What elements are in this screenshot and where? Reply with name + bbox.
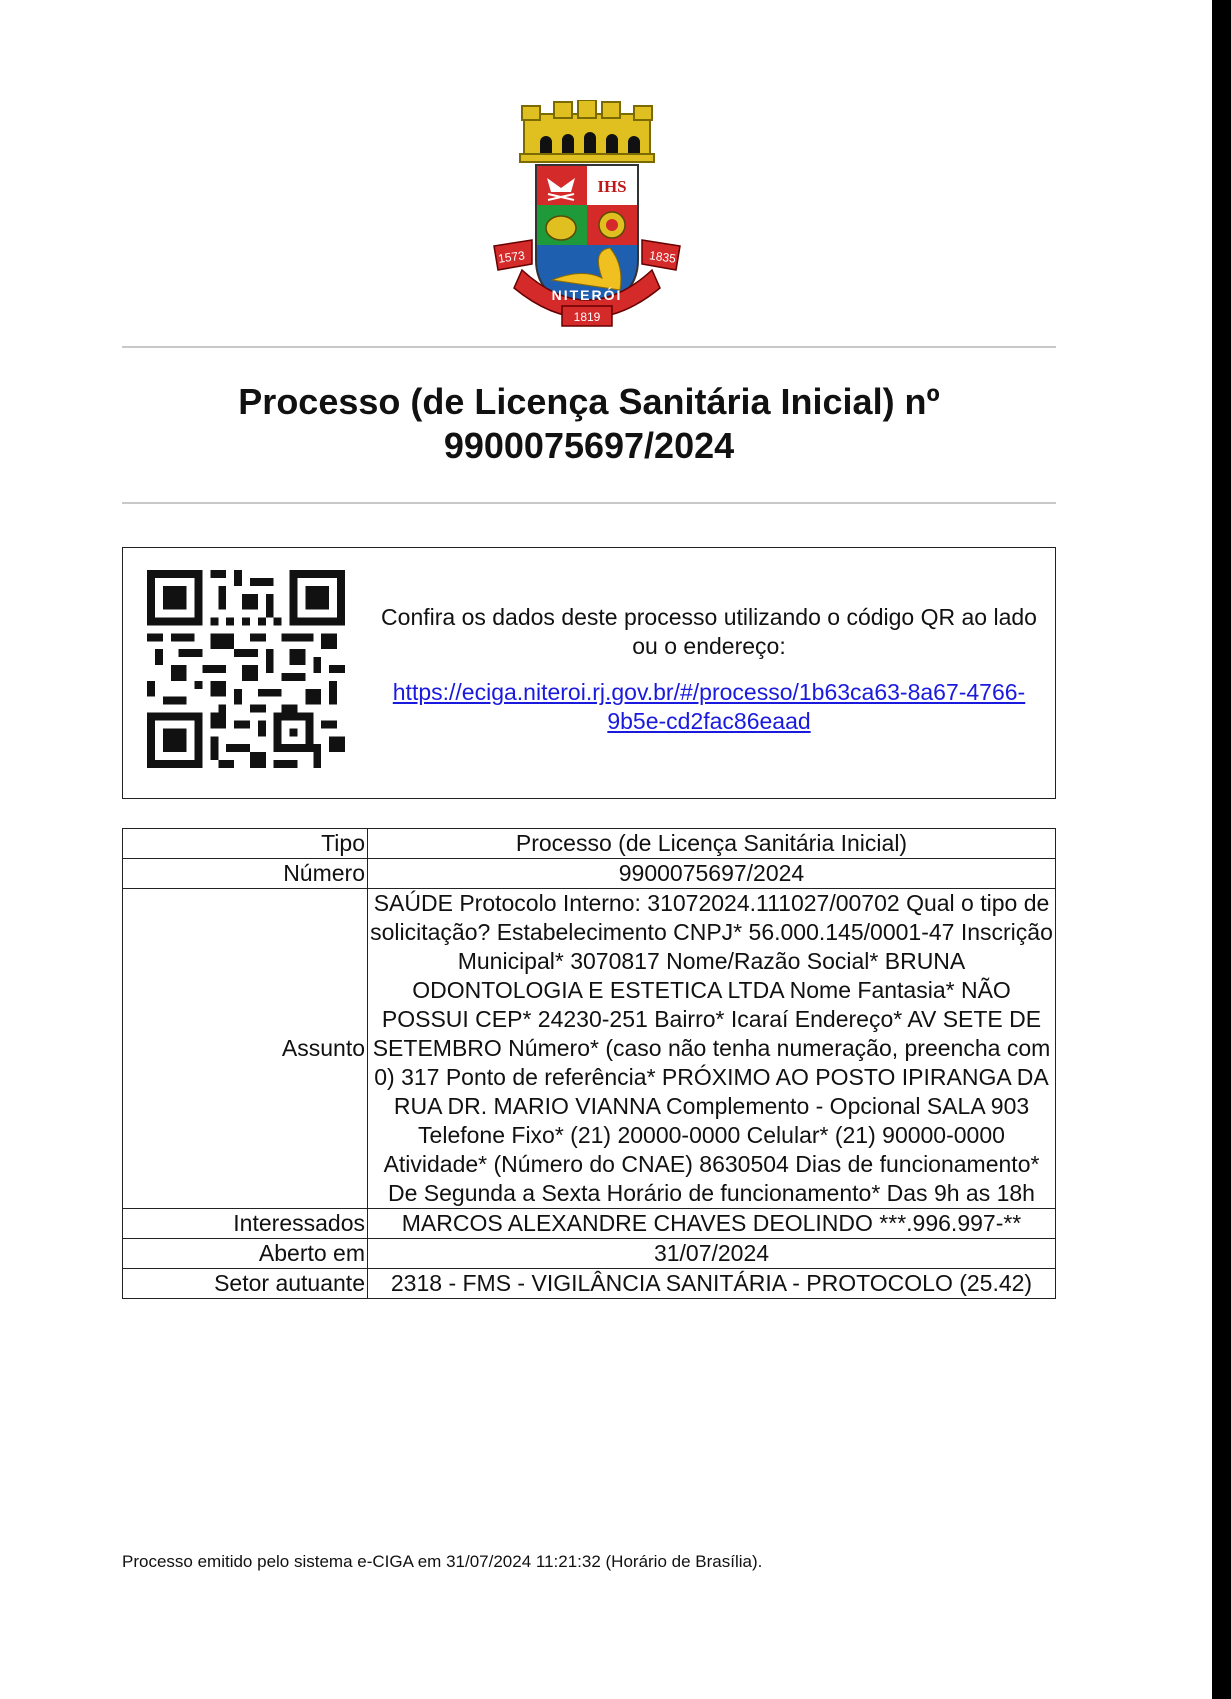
year-bottom-text: 1819 [573, 310, 601, 324]
aberto-label: Aberto em [123, 1239, 368, 1269]
process-url-link[interactable]: https://eciga.niteroi.rj.gov.br/#/processo/1b63ca63-8a67-4766-9b5e-cd2fac86eaad [392, 679, 1026, 734]
top-divider [122, 346, 1056, 348]
numero-value: 9900075697/2024 [368, 859, 1056, 889]
qr-code-icon[interactable] [147, 570, 345, 768]
qr-instructions [373, 603, 1045, 736]
qr-instruction-text: Confira os dados deste processo utilizando o código QR ao lado ou o endereço: [381, 604, 1037, 659]
emission-footer: Processo emitido pelo sistema e-CIGA em 31/07/2024 11:21:32 (Horário de Brasília). [122, 1552, 763, 1571]
city-name-text: NITERÓI [551, 287, 623, 303]
niteroi-coat-of-arms-icon [492, 100, 682, 330]
year-left-text: 1573 [497, 248, 526, 266]
table-row [123, 859, 1056, 889]
interessados-label: Interessados [123, 1209, 368, 1239]
table-row [123, 1209, 1056, 1239]
assunto-value: SAÚDE Protocolo Interno: 31072024.111027/00702 Qual o tipo de solicitação? Estabelecimento CNPJ* 56.000.145/0001-47 Inscrição Municipal* 3070817 Nome/Razão Social* BRUNA ODONTOLOGIA E ESTETICA LTDA Nome Fantasia* NÃO POSSUI CEP* 24230-251 Bairro* Icaraí Endereço* AV SETE DE SETEMBRO Número* (caso não tenha numeração, preencha com 0) 317 Ponto de referência* PRÓXIMO AO POSTO IPIRANGA DA RUA DR. MARIO VIANNA Complemento - Opcional SALA 903 Telefone Fixo* (21) 20000-0000 Celular* (21) 90000-0000 Atividade* (Número do CNAE) 8630504 Dias de funcionamento* De Segunda a Sexta Horário de funcionamento* Das 9h as 18h [368, 889, 1056, 1209]
aberto-value: 31/07/2024 [368, 1239, 1056, 1269]
crown [520, 100, 654, 162]
table-row [123, 889, 1056, 1209]
table-row [123, 1269, 1056, 1299]
setor-value: 2318 - FMS - VIGILÂNCIA SANITÁRIA - PROTOCOLO (25.42) [368, 1269, 1056, 1299]
year-right-text: 1835 [648, 248, 677, 266]
table-row [123, 829, 1056, 859]
process-details-table [122, 828, 1056, 1299]
assunto-label: Assunto [123, 889, 368, 1209]
tipo-label: Tipo [123, 829, 368, 859]
numero-label: Número [123, 859, 368, 889]
interessados-value: MARCOS ALEXANDRE CHAVES DEOLINDO ***.996.997-** [368, 1209, 1056, 1239]
page-title: Processo (de Licença Sanitária Inicial) nº 9900075697/2024 [238, 381, 940, 466]
ihs-text: IHS [597, 177, 627, 196]
qr-section [122, 547, 1056, 799]
tipo-value: Processo (de Licença Sanitária Inicial) [368, 829, 1056, 859]
setor-label: Setor autuante [123, 1269, 368, 1299]
title-divider [122, 502, 1056, 504]
table-row [123, 1239, 1056, 1269]
